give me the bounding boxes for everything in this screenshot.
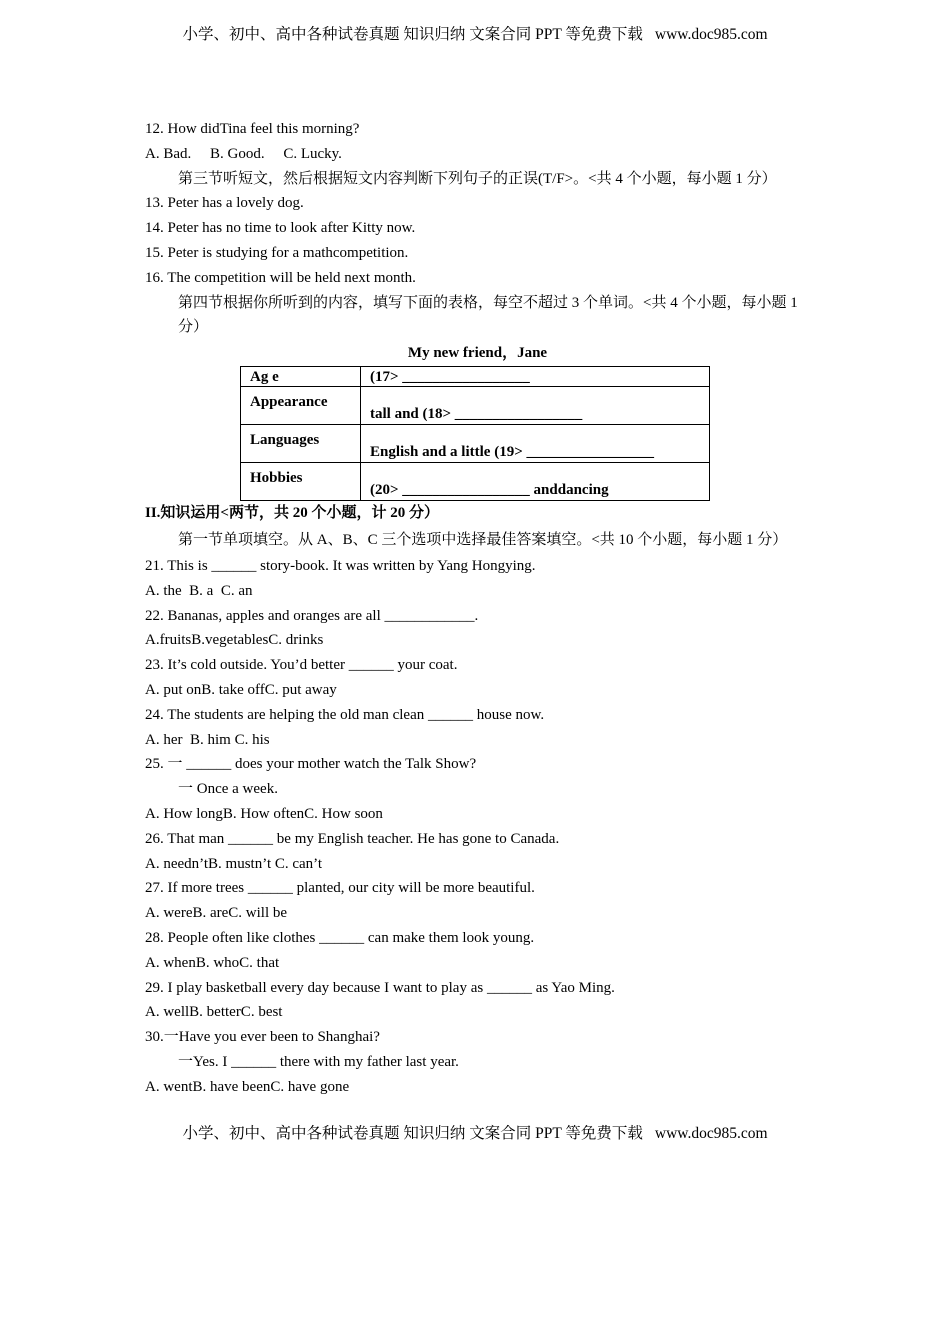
knowledge-section xyxy=(145,501,810,1099)
question-line: A. wentB. have beenC. have gone xyxy=(145,1078,350,1095)
question-line: A. her B. him C. his xyxy=(145,731,270,748)
row-label: Ag e xyxy=(241,367,361,387)
question-line: A. put onB. take offC. put away xyxy=(145,681,337,698)
page-footer xyxy=(0,1124,950,1144)
footer-url: www.doc985.com xyxy=(654,1124,768,1142)
question-line: A.fruitsB.vegetablesC. drinks xyxy=(145,632,324,649)
question-line: 12. How didTina feel this morning? xyxy=(145,121,360,137)
question-line: A. wellB. betterC. best xyxy=(145,1004,283,1021)
question-line: 25. 一 ______ does your mother watch the Talk Show? xyxy=(145,756,477,773)
row-label: Hobbies xyxy=(241,463,361,501)
question-line: 16. The competition will be held next month. xyxy=(145,269,416,286)
question-line: 13. Peter has a lovely dog. xyxy=(145,195,304,212)
table-row xyxy=(241,425,710,463)
page-body xyxy=(145,117,810,1100)
row-blank: English and a little (19> _________________ xyxy=(361,425,710,463)
section-instruction: 第三节听短文，然后根据短文内容判断下列句子的正误(T/F>。<共 4 个小题，每小题 1 分） xyxy=(178,170,777,187)
question-line: 一Yes. I ______ there with my father last year. xyxy=(178,1053,459,1070)
question-line: 28. People often like clothes ______ can make them look young. xyxy=(145,929,535,946)
question-line: 21. This is ______ story-book. It was written by Yang Hongying. xyxy=(145,557,536,574)
page-header xyxy=(0,0,950,45)
question-line: 15. Peter is studying for a mathcompetition. xyxy=(145,244,409,261)
section-heading: II.知识运用<两节，共 20 个小题，计 20 分） xyxy=(145,505,439,522)
footer-text: 小学、初中、高中各种试卷真题 知识归纳 文案合同 PPT 等免费下载 xyxy=(182,1124,643,1142)
question-line: 30.一Have you ever been to Shanghai? xyxy=(145,1029,380,1046)
row-label: Languages xyxy=(241,425,361,463)
row-blank: (17> _________________ xyxy=(361,367,710,387)
row-blank: tall and (18> _________________ xyxy=(361,387,710,425)
question-line: A. the B. a C. an xyxy=(145,582,253,599)
table-row xyxy=(241,463,710,501)
info-table xyxy=(240,366,710,501)
question-line: A. whenB. whoC. that xyxy=(145,954,280,971)
row-blank: (20> _________________ anddancing xyxy=(361,463,710,501)
question-line: 14. Peter has no time to look after Kitty now. xyxy=(145,220,416,237)
question-line: A. needn’tB. mustn’t C. can’t xyxy=(145,855,323,872)
question-line: A. Bad. B. Good. C. Lucky. xyxy=(145,145,342,162)
table-row xyxy=(241,387,710,425)
table-title: My new friend，Jane xyxy=(407,345,548,362)
question-line: 27. If more trees ______ planted, our city will be more beautiful. xyxy=(145,880,535,897)
question-line: A. How longB. How oftenC. How soon xyxy=(145,805,383,822)
row-label: Appearance xyxy=(241,387,361,425)
section-instruction: 第一节单项填空。从 A、B、C 三个选项中选择最佳答案填空。<共 10 个小题，每小题 1 分） xyxy=(178,531,788,548)
question-line: 26. That man ______ be my English teacher. He has gone to Canada. xyxy=(145,830,560,847)
listening-section xyxy=(145,117,810,340)
question-line: 23. It’s cold outside. You’d better ______ your coat. xyxy=(145,657,458,674)
header-text: 小学、初中、高中各种试卷真题 知识归纳 文案合同 PPT 等免费下载 xyxy=(182,26,643,43)
table-row xyxy=(241,367,710,387)
question-line: A. wereB. areC. will be xyxy=(145,905,288,922)
question-line: 29. I play basketball every day because I want to play as ______ as Yao Ming. xyxy=(145,979,615,996)
question-line: 22. Bananas, apples and oranges are all ____________. xyxy=(145,607,479,624)
question-line: 一 Once a week. xyxy=(178,781,278,798)
question-line: 24. The students are helping the old man clean ______ house now. xyxy=(145,706,545,723)
section-instruction: 第四节根据你所听到的内容，填写下面的表格，每空不超过 3 个单词。<共 4 个小题，每小题 1 分） xyxy=(178,294,798,336)
header-url: www.doc985.com xyxy=(654,26,768,43)
